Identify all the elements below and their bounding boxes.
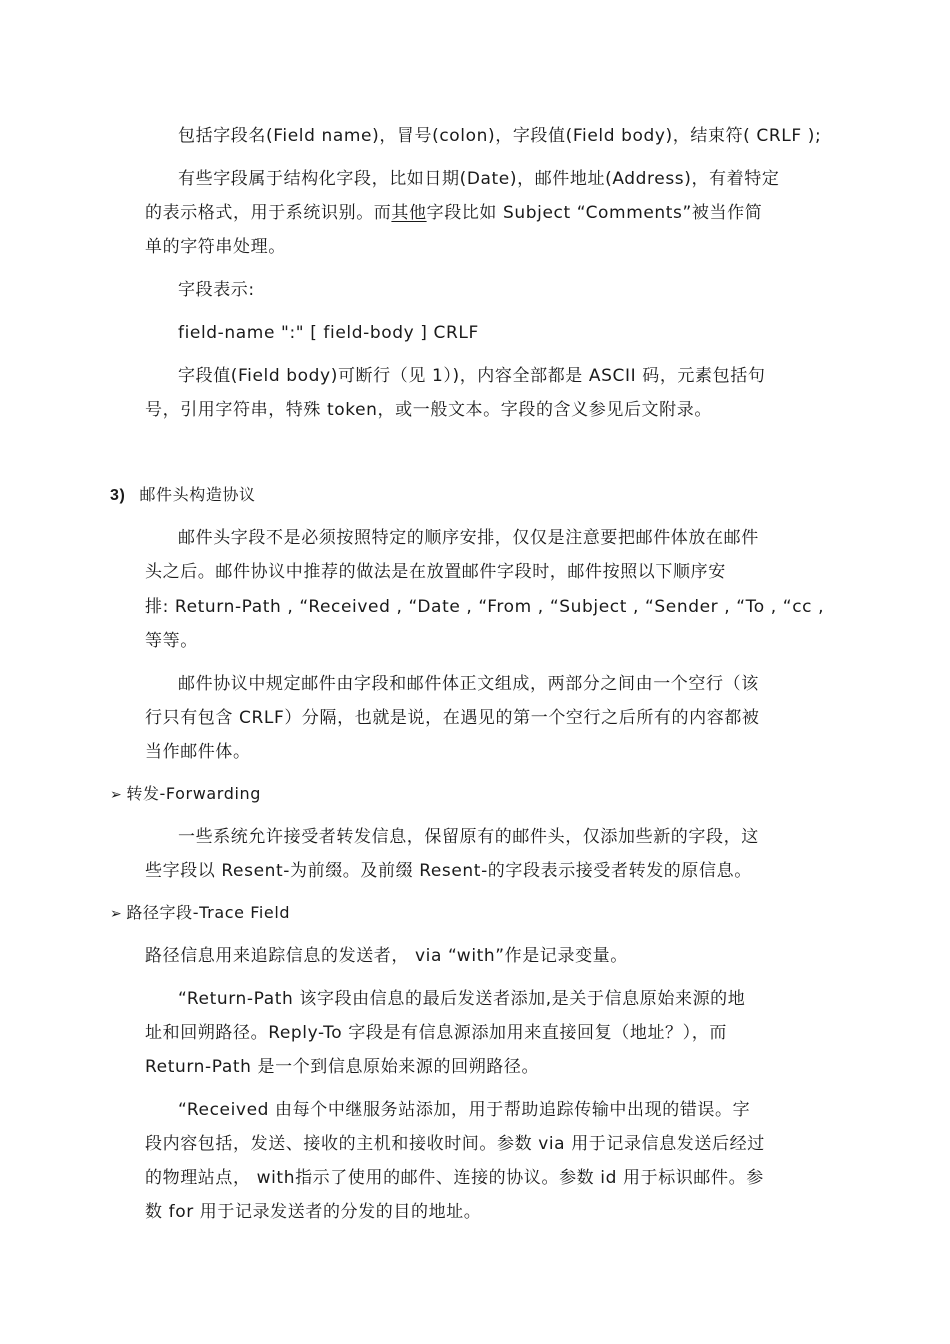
bullet-heading <box>110 902 290 925</box>
underlined-text: 其他 <box>391 203 427 223</box>
paragraph-text: 字段值(Field body)可断行（见 1）)，内容全部都是 ASCII 码，元素包括句 <box>178 366 766 386</box>
section-number: 3) <box>110 487 126 504</box>
paragraph-text: 当作邮件体。 <box>145 742 251 762</box>
paragraph-text: 有些字段属于结构化字段，比如日期(Date)，邮件地址(Address)，有着特定 <box>178 169 780 189</box>
paragraph-text: 邮件头字段不是必须按照特定的顺序安排，仅仅是注意要把邮件体放在邮件 <box>178 528 759 548</box>
section-heading <box>110 484 256 507</box>
paragraph-text: 路径信息用来追踪信息的发送者， via “with”作是记录变量。 <box>145 946 628 966</box>
text-segment: 的表示格式，用于系统识别。而 <box>145 203 392 223</box>
paragraph-text: Return-Path 是一个到信息原始来源的回朔路径。 <box>145 1057 540 1077</box>
paragraph-text <box>145 202 762 224</box>
section-title: 邮件头构造协议 <box>139 485 256 504</box>
paragraph-text: 号，引用字符串，特殊 token，或一般文本。字段的含义参见后文附录。 <box>145 400 712 420</box>
bullet-title: 路径字段-Trace Field <box>126 903 291 922</box>
paragraph-text: 排: Return-Path , “Received , “Date , “From , “Subject , “Sender , “To , “cc , <box>145 597 825 617</box>
paragraph-text: “Return-Path 该字段由信息的最后发送者添加,是关于信息原始来源的地 <box>178 989 746 1009</box>
paragraph-text: 的物理站点， with指示了使用的邮件、连接的协议。参数 id 用于标识邮件。参 <box>145 1168 764 1188</box>
bullet-heading <box>110 783 261 806</box>
paragraph-text: 些字段以 Resent-为前缀。及前缀 Resent-的字段表示接受者转发的原信息。 <box>145 861 752 881</box>
arrow-bullet-icon: ➢ <box>110 787 123 803</box>
paragraph-text: 邮件协议中规定邮件由字段和邮件体正文组成，两部分之间由一个空行（该 <box>178 674 759 694</box>
paragraph-text: 头之后。邮件协议中推荐的做法是在放置邮件字段时，邮件按照以下顺序安 <box>145 562 726 582</box>
text-segment: 字段比如 Subject “Comments”被当作简 <box>426 203 763 223</box>
arrow-bullet-icon: ➢ <box>110 906 123 922</box>
paragraph-text: 等等。 <box>145 631 198 651</box>
code-line: field-name ":" [ field-body ] CRLF <box>178 323 479 343</box>
paragraph-text: 址和回朔路径。Reply-To 字段是有信息源添加用来直接回复（地址？），而 <box>145 1023 727 1043</box>
bullet-title: 转发-Forwarding <box>126 784 262 803</box>
paragraph-text: 数 for 用于记录发送者的分发的目的地址。 <box>145 1202 482 1222</box>
paragraph-text: 字段表示: <box>178 280 255 300</box>
paragraph-text: “Received 由每个中继服务站添加，用于帮助追踪传输中出现的错误。字 <box>178 1100 751 1120</box>
paragraph-text: 行只有包含 CRLF）分隔，也就是说，在遇见的第一个空行之后所有的内容都被 <box>145 708 760 728</box>
paragraph-text: 单的字符串处理。 <box>145 237 286 257</box>
paragraph-text: 包括字段名(Field name)，冒号(colon)，字段值(Field body)，结束符( CRLF ); <box>178 126 822 146</box>
paragraph-text: 一些系统允许接受者转发信息，保留原有的邮件头，仅添加些新的字段，这 <box>178 827 759 847</box>
paragraph-text: 段内容包括，发送、接收的主机和接收时间。参数 via 用于记录信息发送后经过 <box>145 1134 765 1154</box>
